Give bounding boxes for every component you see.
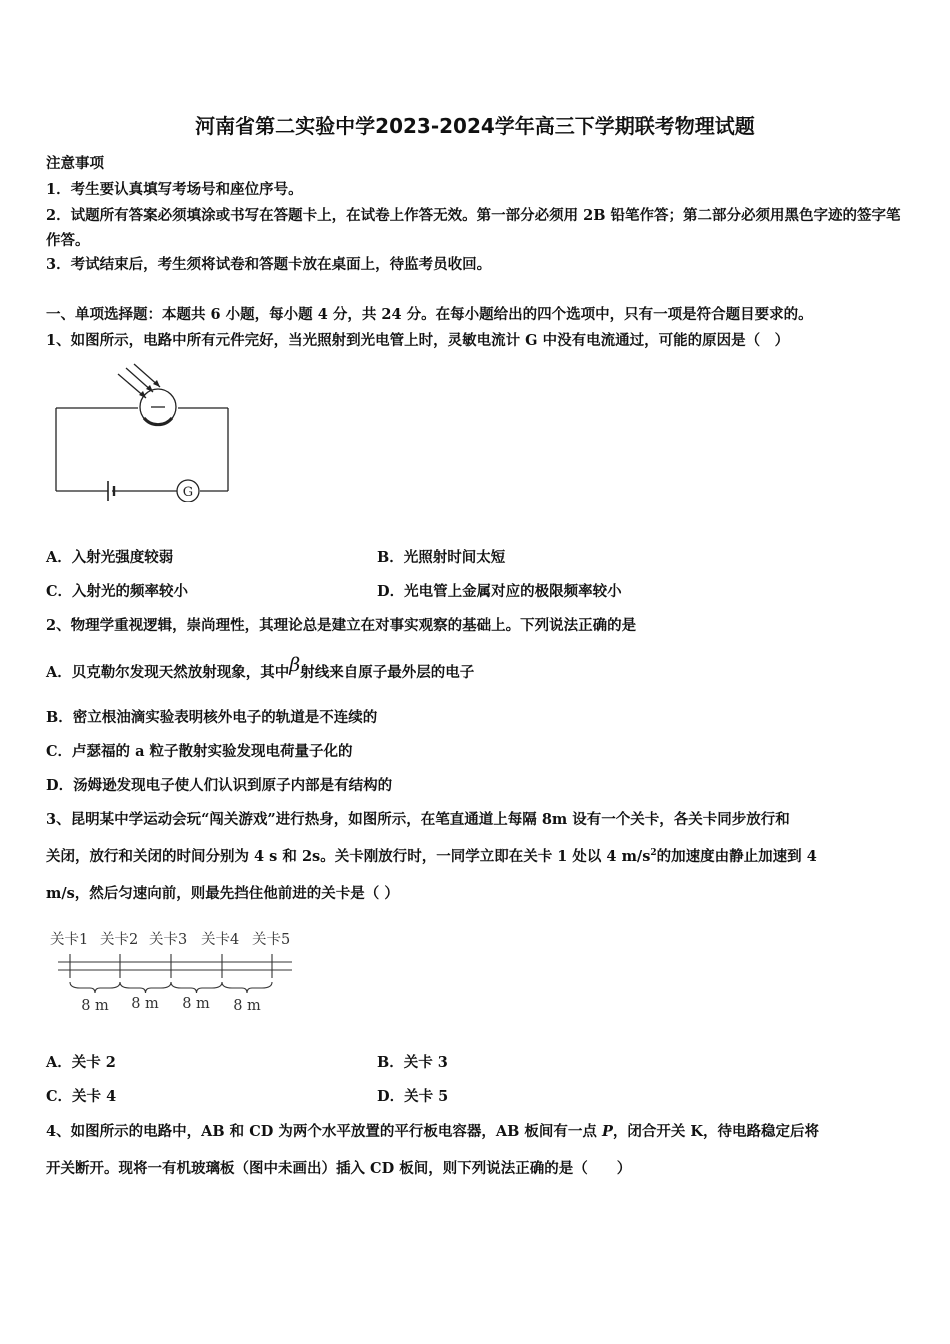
- beta-symbol: β: [289, 654, 301, 676]
- q4-line1-post: ，闭合开关 K，待电路稳定后将: [612, 1123, 820, 1140]
- gate-label-4: 关卡4: [201, 932, 240, 948]
- q4-stem-line1: [46, 1120, 819, 1141]
- spacing-label-1: 8 m: [81, 998, 109, 1014]
- q2-option-a-post: 射线来自原子最外层的电子: [300, 664, 475, 681]
- q1-option-d: D．光电管上金属对应的极限频率较小: [377, 583, 622, 600]
- q3-gates-figure: [46, 926, 306, 1021]
- notice-item-2: 2．试题所有答案必须填涂或书写在答题卡上，在试卷上作答无效。第一部分必须用 2B 铅笔作答；第二部分必须用黑色字迹的签字笔作答。: [46, 207, 901, 249]
- spacing-brace-1: [70, 982, 120, 993]
- q1-stem: 1、如图所示，电路中所有元件完好，当光照射到光电管上时，灵敏电流计 G 中没有电流通过，可能的原因是（ ）: [46, 332, 790, 349]
- q2-option-a-pre: A．贝克勒尔发现天然放射现象，其中: [46, 664, 290, 681]
- q4-point-p: P: [601, 1123, 613, 1140]
- q3-line2-post: 的加速度由静止加速到 4: [656, 848, 817, 865]
- q2-option-b: B．密立根油滴实验表明核外电子的轨道是不连续的: [46, 709, 378, 726]
- section-heading: 一、单项选择题：本题共 6 小题，每小题 4 分，共 24 分。在每小题给出的四个选项中，只有一项是符合题目要求的。: [46, 306, 813, 323]
- q4-stem-line2: 开关断开。现将一有机玻璃板（图中未画出）插入 CD 板间，则下列说法正确的是（ ）: [46, 1160, 632, 1177]
- gate-label-2: 关卡2: [100, 932, 139, 948]
- q1-option-a: A．入射光强度较弱: [46, 549, 174, 566]
- galvanometer-label: G: [182, 485, 194, 500]
- gate-label-1: 关卡1: [50, 932, 89, 948]
- q3-option-d: D．关卡 5: [377, 1088, 449, 1105]
- spacing-brace-4: [222, 982, 272, 993]
- q2-option-d: D．汤姆逊发现电子使人们认识到原子内部是有结构的: [46, 777, 393, 794]
- gate-label-5: 关卡5: [252, 932, 291, 948]
- q3-stem-line3: m/s，然后匀速向前，则最先挡住他前进的关卡是（ ）: [46, 885, 399, 902]
- q4-line1-pre: 4、如图所示的电路中，AB 和 CD 为两个水平放置的平行板电容器，AB 板间有一点: [46, 1123, 602, 1140]
- q3-stem-line2: [46, 845, 817, 866]
- q1-circuit-figure: [40, 362, 240, 502]
- q2-stem: 2、物理学重视逻辑，崇尚理性，其理论总是建立在对事实观察的基础上。下列说法正确的是: [46, 617, 637, 634]
- q3-option-b: B．关卡 3: [377, 1054, 448, 1071]
- q3-stem-line1: 3、昆明某中学运动会玩“闯关游戏”进行热身，如图所示，在笔直通道上每隔 8m 设有一个关卡，各关卡同步放行和: [46, 811, 790, 828]
- gate-label-3: 关卡3: [149, 932, 188, 948]
- q3-option-c: C．关卡 4: [46, 1088, 117, 1105]
- notice-item-1: 1．考生要认真填写考场号和座位序号。: [46, 181, 303, 198]
- q3-line2-sup: 2: [650, 848, 657, 859]
- q1-option-c: C．入射光的频率较小: [46, 583, 189, 600]
- spacing-label-4: 8 m: [233, 998, 261, 1014]
- spacing-brace-2: [120, 982, 171, 993]
- spacing-label-2: 8 m: [131, 996, 159, 1012]
- page-title: 河南省第二实验中学2023-2024学年高三下学期联考物理试题: [195, 114, 755, 138]
- q3-option-a: A．关卡 2: [46, 1054, 116, 1071]
- photocell-cathode: [144, 418, 172, 425]
- spacing-brace-3: [171, 982, 222, 993]
- q3-line2-pre: 关闭，放行和关闭的时间分别为 4 s 和 2s。关卡刚放行时，一同学立即在关卡 1 处以 4 m/s: [46, 848, 651, 865]
- q1-option-b: B．光照射时间太短: [377, 549, 506, 566]
- spacing-label-3: 8 m: [182, 996, 210, 1012]
- q2-option-a: [46, 654, 475, 682]
- notice-item-3: 3．考试结束后，考生须将试卷和答题卡放在桌面上，待监考员收回。: [46, 256, 492, 273]
- notice-heading: 注意事项: [46, 155, 104, 172]
- q2-option-c: C．卢瑟福的 a 粒子散射实验发现电荷量子化的: [46, 743, 353, 760]
